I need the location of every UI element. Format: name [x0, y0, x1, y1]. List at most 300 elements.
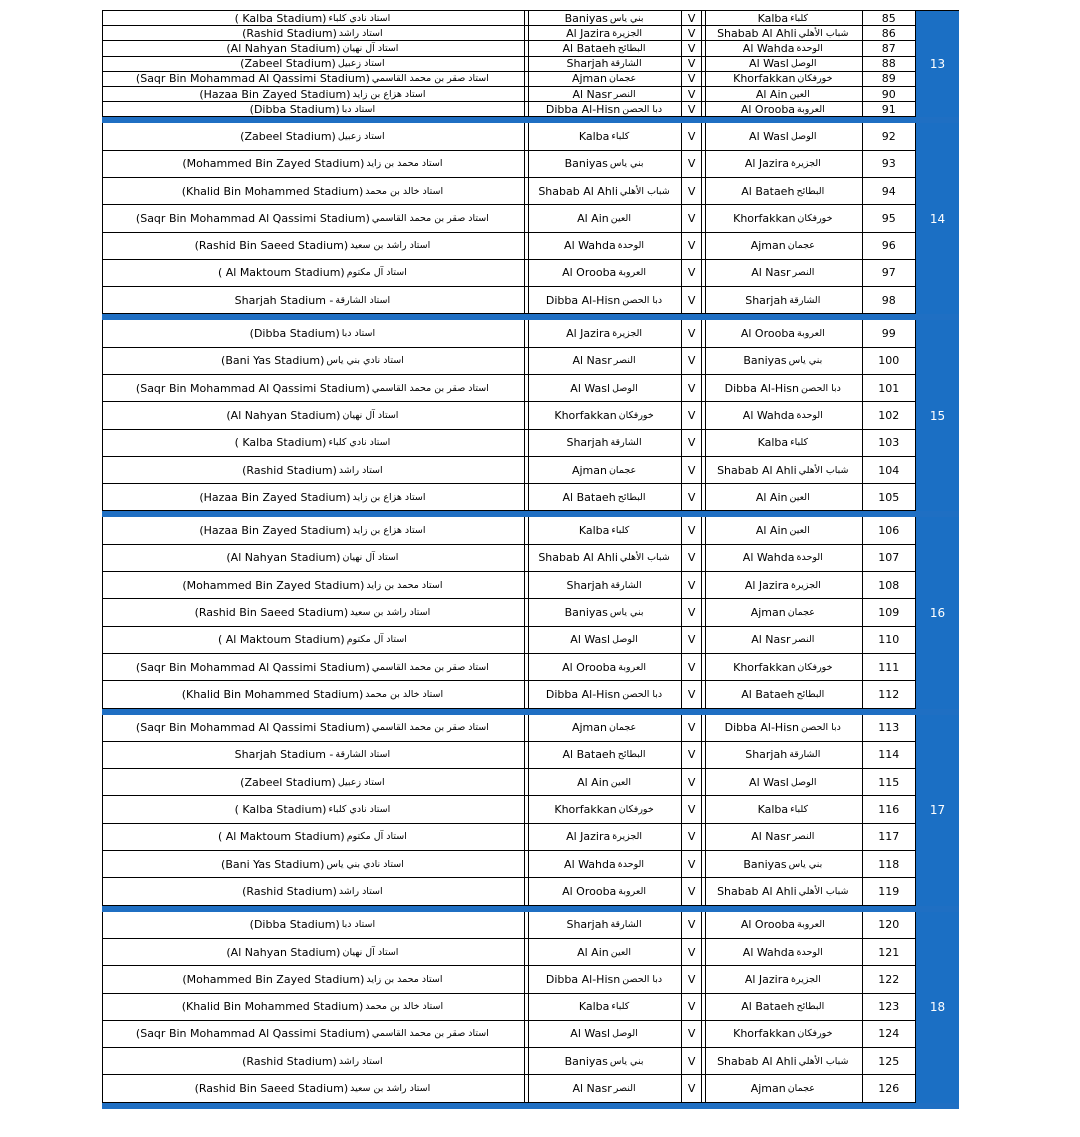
match-number: 105: [878, 490, 900, 504]
stadium-name: (Hazaa Bin Zayed Stadium): [199, 87, 351, 101]
stadium-cell: [102, 430, 524, 456]
home-team-name: Al Wasl: [749, 129, 789, 143]
stadium-name-ar: استاد صقر بن محمد القاسمي: [371, 73, 489, 85]
stadium-name-ar: استاد راشد: [338, 27, 383, 39]
stadium-name: (Dibba Stadium): [249, 102, 340, 116]
versus-label: V: [687, 972, 696, 986]
away-team-name-ar: العين: [610, 212, 631, 224]
match-number-cell: [862, 824, 916, 850]
home-team-name-ar: الجزيرة: [790, 973, 821, 985]
versus-label: V: [687, 408, 696, 422]
away-team-name: Shabab Al Ahli: [538, 551, 618, 565]
table-row: [102, 1021, 916, 1048]
match-number: 115: [878, 775, 900, 789]
home-team-name-ar: كلباء: [790, 804, 809, 816]
home-team-cell: [705, 545, 861, 571]
match-number-cell: [862, 517, 916, 543]
stadium-cell: [102, 375, 524, 401]
versus-cell: [681, 1021, 701, 1047]
home-team-cell: [705, 430, 861, 456]
versus-cell: [681, 851, 701, 877]
stadium-name: ( Kalba Stadium): [234, 11, 327, 25]
match-number: 101: [878, 381, 900, 395]
home-team-cell: [705, 742, 861, 768]
away-team-cell: [528, 57, 681, 71]
match-number-cell: [862, 320, 916, 346]
match-number: 100: [878, 354, 900, 368]
home-team-name-ar: العروبة: [797, 919, 825, 931]
away-team-name-ar: كلباء: [611, 1001, 630, 1013]
home-team-cell: [705, 72, 861, 86]
stadium-name: (Mohammed Bin Zayed Stadium): [182, 972, 365, 986]
round-number: 16: [929, 606, 946, 620]
away-team-name: Al Jazira: [566, 830, 611, 844]
stadium-name-ar: استاد خالد بن محمد: [365, 185, 444, 197]
match-number: 99: [881, 327, 896, 341]
away-team-name: Dibba Al-Hisn: [545, 687, 621, 701]
table-row: [102, 517, 916, 544]
match-number-cell: [862, 233, 916, 259]
stadium-cell: [102, 654, 524, 680]
round-number: 14: [929, 211, 946, 226]
match-number: 125: [878, 1054, 900, 1068]
versus-label: V: [687, 11, 696, 25]
home-team-name-ar: الوحدة: [796, 946, 823, 958]
versus-label: V: [687, 490, 696, 504]
home-team-cell: [705, 41, 861, 55]
away-team-cell: [528, 26, 681, 40]
away-team-name-ar: الشارقة: [610, 919, 642, 931]
away-team-name-ar: البطائح: [617, 749, 646, 761]
away-team-name-ar: خورفكان: [618, 804, 654, 816]
away-team-name-ar: بني ياس: [609, 158, 644, 170]
away-team-name-ar: العين: [610, 776, 631, 788]
home-team-name: Sharjah: [745, 748, 788, 762]
home-team-name-ar: خورفكان: [797, 212, 833, 224]
match-number-cell: [862, 654, 916, 680]
home-team-name: Al Wahda: [742, 551, 795, 565]
stadium-cell: [102, 287, 524, 313]
home-team-name-ar: البطائح: [796, 1001, 825, 1013]
stadium-name-ar: استاد محمد بن زايد: [366, 158, 443, 170]
home-team-name-ar: العين: [789, 491, 810, 503]
stadium-name-ar: استاد آل مكتوم: [346, 267, 407, 279]
home-team-name: Khorfakkan: [733, 1027, 796, 1041]
home-team-name: Baniyas: [743, 354, 787, 368]
round-number-badge: [916, 517, 959, 708]
stadium-cell: [102, 796, 524, 822]
versus-cell: [681, 320, 701, 346]
round-block: [102, 715, 959, 912]
home-team-name-ar: الجزيرة: [790, 158, 821, 170]
home-team-name-ar: بني ياس: [788, 355, 823, 367]
match-number-cell: [862, 41, 916, 55]
away-team-cell: [528, 205, 681, 231]
home-team-name: Kalba: [757, 11, 789, 25]
home-team-name: Al Jazira: [744, 157, 789, 171]
away-team-name: Sharjah: [566, 578, 609, 592]
match-number: 98: [881, 293, 896, 307]
stadium-name: (Hazaa Bin Zayed Stadium): [199, 524, 351, 538]
versus-label: V: [687, 266, 696, 280]
away-team-name: Baniyas: [564, 606, 608, 619]
versus-cell: [681, 57, 701, 71]
stadium-name: Sharjah Stadium -: [234, 293, 334, 307]
home-team-name: Al Wahda: [742, 945, 795, 959]
home-team-name-ar: الشارقة: [789, 749, 821, 761]
stadium-cell: [102, 878, 524, 904]
away-team-name-ar: دبا الحصن: [622, 294, 663, 306]
away-team-cell: [528, 72, 681, 86]
stadium-name: (Saqr Bin Mohammad Al Qassimi Stadium): [135, 381, 370, 395]
match-number-cell: [862, 26, 916, 40]
away-team-cell: [528, 233, 681, 259]
away-team-cell: [528, 572, 681, 598]
away-team-name: Shabab Al Ahli: [538, 184, 618, 198]
away-team-name-ar: الجزيرة: [612, 328, 642, 340]
away-team-name-ar: النصر: [613, 88, 636, 100]
versus-label: V: [687, 660, 696, 674]
home-team-name: Al Wasl: [749, 57, 789, 71]
home-team-cell: [705, 178, 861, 204]
away-team-cell: [528, 851, 681, 877]
stadium-cell: [102, 457, 524, 483]
home-team-name-ar: النصر: [792, 831, 815, 843]
home-team-name-ar: الوصل: [790, 130, 817, 142]
home-team-name-ar: الوصل: [790, 776, 817, 788]
versus-label: V: [687, 606, 696, 619]
away-team-name: Al Jazira: [566, 327, 611, 341]
away-team-name-ar: الوصل: [612, 634, 638, 646]
away-team-name: Al Orooba: [562, 660, 617, 674]
stadium-name-ar: استاد راشد: [338, 1055, 383, 1067]
match-number: 89: [881, 72, 896, 86]
away-team-name: Ajman: [571, 72, 607, 86]
away-team-cell: [528, 654, 681, 680]
home-team-cell: [705, 375, 861, 401]
fixtures-table: [102, 10, 959, 1109]
stadium-name-ar: استاد نادي بني ياس: [326, 355, 404, 367]
match-number: 93: [881, 157, 896, 171]
table-row: [102, 457, 916, 484]
match-number: 114: [878, 748, 900, 762]
home-team-name: Al Orooba: [740, 102, 796, 116]
home-team-name-ar: خورفكان: [797, 1028, 833, 1040]
stadium-name: (Saqr Bin Mohammad Al Qassimi Stadium): [135, 72, 370, 86]
stadium-cell: [102, 517, 524, 543]
match-number: 110: [878, 633, 900, 647]
stadium-name: (Rashid Bin Saeed Stadium): [194, 1082, 349, 1096]
away-team-cell: [528, 287, 681, 313]
match-number: 94: [881, 184, 896, 198]
home-team-name: Kalba: [757, 803, 789, 817]
home-team-name: Al Nasr: [751, 633, 791, 647]
stadium-name: ( Al Maktoum Stadium): [217, 266, 345, 280]
away-team-cell: [528, 912, 681, 938]
match-number-cell: [862, 205, 916, 231]
match-number: 88: [881, 57, 896, 71]
table-row: [102, 1048, 916, 1075]
home-team-name-ar: عجمان: [787, 240, 815, 252]
table-row: [102, 769, 916, 796]
stadium-name-ar: استاد الشارقة: [335, 749, 391, 761]
versus-cell: [681, 824, 701, 850]
home-team-cell: [705, 994, 861, 1020]
away-team-cell: [528, 375, 681, 401]
match-number-cell: [862, 715, 916, 741]
home-team-cell: [705, 233, 861, 259]
match-number: 97: [881, 266, 896, 280]
versus-cell: [681, 939, 701, 965]
table-row: [102, 966, 916, 993]
away-team-cell: [528, 824, 681, 850]
stadium-name-ar: استاد آل مكتوم: [346, 634, 407, 646]
match-number-cell: [862, 57, 916, 71]
away-team-name: Al Wahda: [564, 239, 616, 253]
match-number-cell: [862, 742, 916, 768]
match-number-cell: [862, 851, 916, 877]
home-team-name: Shabab Al Ahli: [717, 26, 797, 40]
home-team-name: Al Bataeh: [741, 1000, 795, 1014]
stadium-name-ar: استاد زعبيل: [337, 130, 385, 142]
versus-label: V: [687, 436, 696, 450]
versus-label: V: [687, 578, 696, 592]
home-team-cell: [705, 1021, 861, 1047]
match-number-cell: [862, 178, 916, 204]
home-team-name-ar: الوحدة: [796, 42, 823, 54]
home-team-name: Al Ain: [755, 87, 788, 101]
away-team-cell: [528, 260, 681, 286]
stadium-name-ar: استاد خالد بن محمد: [365, 688, 444, 700]
away-team-cell: [528, 151, 681, 177]
stadium-cell: [102, 205, 524, 231]
round-block: [102, 517, 959, 714]
versus-label: V: [687, 463, 696, 477]
home-team-cell: [705, 57, 861, 71]
home-team-name-ar: البطائح: [796, 688, 825, 700]
match-number-cell: [862, 769, 916, 795]
versus-label: V: [687, 721, 696, 735]
match-number: 92: [881, 129, 896, 143]
away-team-name: Baniyas: [564, 1054, 608, 1068]
away-team-name-ar: شباب الأهلي: [619, 185, 670, 197]
versus-label: V: [687, 1082, 696, 1096]
stadium-name: (Saqr Bin Mohammad Al Qassimi Stadium): [135, 660, 370, 674]
away-team-name: Ajman: [571, 721, 607, 735]
table-row: [102, 715, 916, 742]
versus-label: V: [687, 857, 696, 871]
round-number-badge: [916, 123, 959, 314]
away-team-name: Al Bataeh: [562, 490, 616, 504]
versus-cell: [681, 151, 701, 177]
versus-cell: [681, 627, 701, 653]
home-team-name-ar: العين: [789, 88, 810, 100]
home-team-name: Shabab Al Ahli: [717, 463, 797, 477]
away-team-cell: [528, 430, 681, 456]
versus-label: V: [687, 26, 696, 40]
away-team-cell: [528, 681, 681, 707]
match-number-cell: [862, 939, 916, 965]
stadium-name: (Zabeel Stadium): [240, 775, 336, 789]
match-number: 106: [878, 524, 900, 538]
match-number-cell: [862, 72, 916, 86]
stadium-cell: [102, 151, 524, 177]
away-team-cell: [528, 994, 681, 1020]
table-row: [102, 287, 916, 314]
versus-cell: [681, 1048, 701, 1074]
match-number: 90: [881, 87, 896, 101]
stadium-cell: [102, 11, 524, 25]
stadium-cell: [102, 572, 524, 598]
stadium-name-ar: استاد هزاع بن زايد: [352, 88, 426, 100]
away-team-name-ar: بني ياس: [609, 1055, 644, 1067]
away-team-name-ar: دبا الحصن: [622, 688, 663, 700]
home-team-cell: [705, 769, 861, 795]
stadium-name-ar: استاد دبا: [341, 103, 376, 115]
stadium-name-ar: استاد راشد بن سعيد: [350, 240, 431, 252]
away-team-name: Kalba: [578, 1000, 610, 1014]
match-number: 120: [878, 918, 900, 932]
away-team-cell: [528, 966, 681, 992]
match-number: 111: [878, 660, 900, 674]
stadium-name: (Khalid Bin Mohammed Stadium): [181, 687, 364, 701]
versus-label: V: [687, 381, 696, 395]
versus-label: V: [687, 633, 696, 647]
away-team-name-ar: الجزيرة: [612, 831, 642, 843]
versus-label: V: [687, 551, 696, 565]
away-team-cell: [528, 457, 681, 483]
away-team-cell: [528, 517, 681, 543]
away-team-name: Al Wasl: [570, 633, 611, 647]
round-number-badge: [916, 715, 959, 906]
away-team-cell: [528, 102, 681, 116]
home-team-name: Sharjah: [745, 293, 788, 307]
stadium-cell: [102, 348, 524, 374]
away-team-name-ar: العروبة: [618, 661, 646, 673]
versus-label: V: [687, 293, 696, 307]
table-row: [102, 796, 916, 823]
away-team-name-ar: دبا الحصن: [622, 973, 663, 985]
away-team-name: Kalba: [578, 129, 610, 143]
home-team-name: Dibba Al-Hisn: [724, 721, 799, 735]
away-team-name-ar: بني ياس: [609, 607, 644, 618]
stadium-name: (Khalid Bin Mohammed Stadium): [181, 1000, 364, 1014]
away-team-name: Al Bataeh: [562, 41, 616, 55]
stadium-name-ar: استاد محمد بن زايد: [366, 973, 443, 985]
match-number-cell: [862, 796, 916, 822]
versus-cell: [681, 994, 701, 1020]
versus-cell: [681, 912, 701, 938]
versus-cell: [681, 72, 701, 86]
away-team-name: Al Ain: [577, 775, 609, 789]
home-team-cell: [705, 457, 861, 483]
home-team-cell: [705, 260, 861, 286]
versus-cell: [681, 654, 701, 680]
home-team-name: Khorfakkan: [733, 211, 796, 225]
away-team-cell: [528, 320, 681, 346]
match-number-cell: [862, 287, 916, 313]
away-team-cell: [528, 599, 681, 625]
away-team-name: Khorfakkan: [554, 803, 617, 817]
table-row: [102, 123, 916, 150]
match-number: 119: [878, 884, 900, 898]
away-team-cell: [528, 87, 681, 101]
home-team-name: Khorfakkan: [733, 72, 796, 86]
table-row: [102, 348, 916, 375]
stadium-name: (Bani Yas Stadium): [221, 354, 325, 368]
stadium-name: (Rashid Stadium): [242, 26, 337, 40]
versus-cell: [681, 572, 701, 598]
home-team-name: Ajman: [750, 239, 786, 253]
stadium-name-ar: استاد آل نهيان: [342, 552, 399, 564]
home-team-name-ar: النصر: [792, 634, 815, 646]
home-team-cell: [705, 287, 861, 313]
stadium-name: (Al Nahyan Stadium): [226, 408, 341, 422]
match-number-cell: [862, 878, 916, 904]
round-number: 13: [929, 57, 946, 72]
round-rows: [102, 11, 916, 117]
stadium-name: (Rashid Stadium): [242, 463, 337, 477]
stadium-name-ar: استاد هزاع بن زايد: [352, 525, 426, 537]
away-team-name-ar: الشارقة: [610, 579, 642, 591]
home-team-name-ar: العروبة: [797, 328, 825, 340]
versus-label: V: [687, 884, 696, 898]
away-team-name: Dibba Al-Hisn: [545, 293, 621, 307]
versus-cell: [681, 375, 701, 401]
match-number: 112: [878, 687, 900, 701]
table-row: [102, 11, 916, 26]
stadium-cell: [102, 402, 524, 428]
away-team-name: Al Nasr: [572, 1082, 612, 1096]
match-number: 121: [878, 945, 900, 959]
versus-cell: [681, 205, 701, 231]
match-number: 103: [878, 436, 900, 450]
home-team-name: Al Ain: [755, 490, 788, 504]
home-team-name-ar: كلباء: [790, 437, 809, 449]
home-team-cell: [705, 966, 861, 992]
home-team-cell: [705, 1048, 861, 1074]
stadium-name: (Rashid Stadium): [242, 1054, 337, 1068]
home-team-name: Al Jazira: [744, 578, 789, 592]
round-block: [102, 10, 959, 123]
stadium-name-ar: استاد دبا: [341, 919, 376, 931]
versus-cell: [681, 457, 701, 483]
home-team-name: Al Nasr: [751, 830, 791, 844]
away-team-name-ar: البطائح: [617, 491, 646, 503]
stadium-name-ar: استاد نادي كلباء: [328, 804, 391, 816]
match-number-cell: [862, 430, 916, 456]
stadium-cell: [102, 260, 524, 286]
stadium-cell: [102, 824, 524, 850]
table-row: [102, 939, 916, 966]
match-number-cell: [862, 1075, 916, 1101]
home-team-name: Al Wahda: [742, 41, 795, 55]
away-team-name-ar: عجمان: [608, 464, 637, 476]
table-row: [102, 260, 916, 287]
home-team-name: Al Orooba: [740, 327, 796, 341]
round-rows: [102, 715, 916, 906]
stadium-cell: [102, 233, 524, 259]
table-row: [102, 72, 916, 87]
stadium-name: (Zabeel Stadium): [240, 57, 336, 71]
stadium-name: (Mohammed Bin Zayed Stadium): [182, 578, 365, 592]
versus-cell: [681, 402, 701, 428]
versus-label: V: [687, 524, 696, 538]
away-team-cell: [528, 178, 681, 204]
home-team-cell: [705, 681, 861, 707]
stadium-cell: [102, 72, 524, 86]
away-team-cell: [528, 878, 681, 904]
